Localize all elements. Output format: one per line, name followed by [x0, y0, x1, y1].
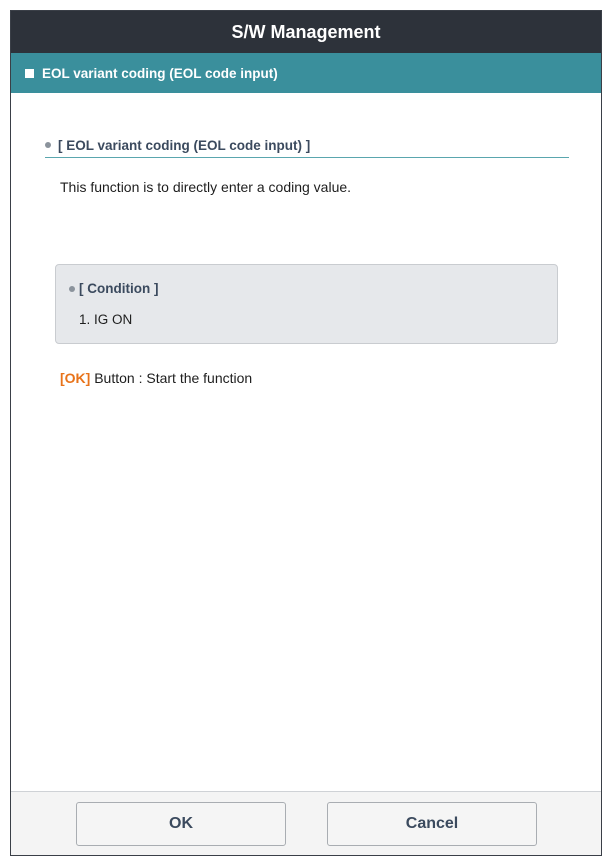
content-area — [11, 93, 601, 791]
square-bullet-icon — [25, 69, 34, 78]
function-title: EOL variant coding (EOL code input) — [42, 65, 278, 81]
function-header — [11, 53, 601, 93]
function-description: This function is to directly enter a coding value. — [60, 179, 352, 195]
button-bar — [11, 791, 601, 855]
condition-heading-label: [ Condition ] — [79, 281, 159, 296]
ok-instruction — [60, 370, 252, 386]
section-heading-label: [ EOL variant coding (EOL code input) ] — [58, 137, 311, 153]
ok-button[interactable]: OK — [76, 802, 286, 846]
window-title: S/W Management — [231, 21, 381, 42]
title-bar — [11, 11, 601, 53]
ok-tag: [OK] — [60, 370, 91, 386]
condition-box — [55, 264, 558, 344]
section-heading — [45, 133, 569, 158]
dot-bullet-icon — [45, 142, 51, 148]
condition-heading — [69, 281, 158, 296]
dot-bullet-icon — [69, 286, 75, 292]
cancel-button[interactable]: Cancel — [327, 802, 537, 846]
condition-item: 1. IG ON — [79, 312, 133, 327]
dialog-window — [10, 10, 602, 856]
ok-instruction-text: Button : Start the function — [90, 370, 253, 386]
